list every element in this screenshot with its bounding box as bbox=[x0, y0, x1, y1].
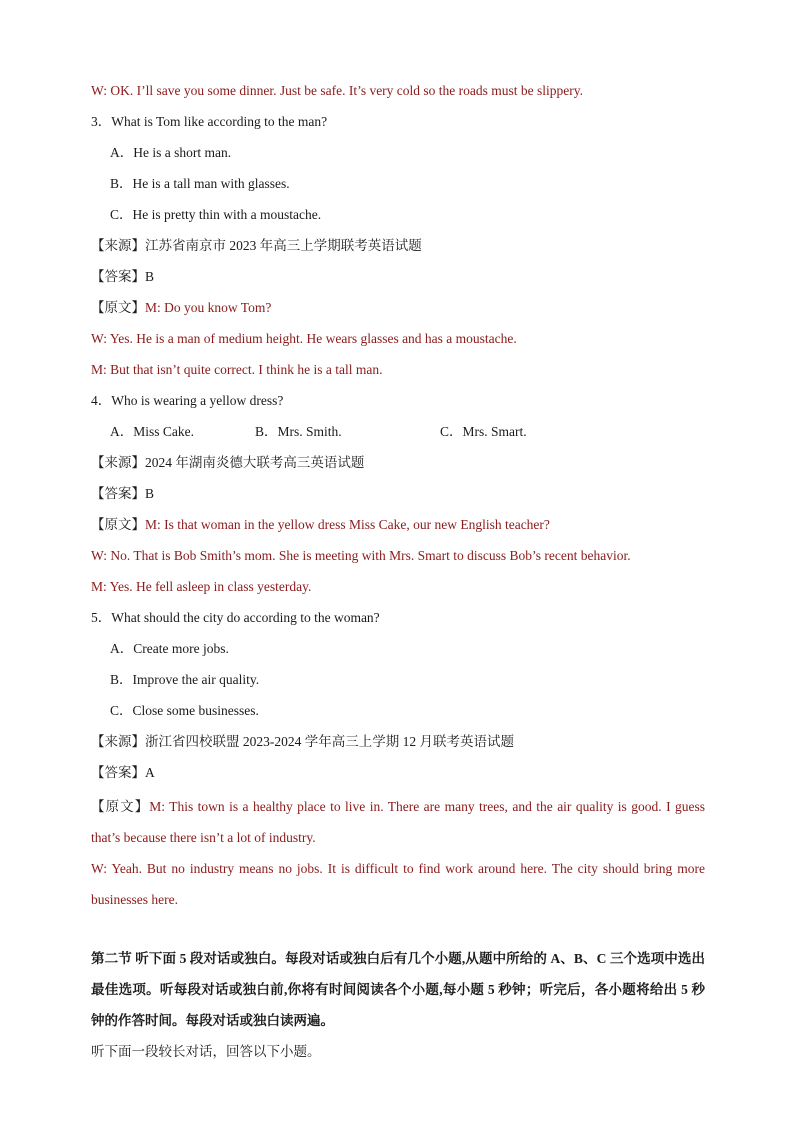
section-2-instructions: 第二节 听下面 5 段对话或独白。每段对话或独白后有几个小题,从题中所给的 A、B、C 三个选项中选出最佳选项。听每段对话或独白前,你将有时间阅读各个小题,每小题 5 秒钟；听完后，各小题将给出 5 秒钟的作答时间。每段对话或独白读两遍。 bbox=[91, 951, 705, 1028]
spacer bbox=[91, 915, 705, 943]
option-4b: B．Mrs. Smith. bbox=[255, 424, 342, 439]
source-tag: 【来源】 bbox=[91, 734, 145, 749]
answer-tag: 【答案】 bbox=[91, 765, 145, 780]
answer-5 bbox=[91, 760, 705, 791]
original-3 bbox=[91, 295, 705, 326]
question-5: 5．What should the city do according to the woman? bbox=[91, 610, 380, 625]
original-tag: 【原文】 bbox=[91, 799, 150, 814]
original-5 bbox=[91, 791, 705, 853]
source-text: 江苏省南京市 2023 年高三上学期联考英语试题 bbox=[145, 238, 422, 253]
answer-tag: 【答案】 bbox=[91, 486, 145, 501]
dialogue-line: W: No. That is Bob Smith’s mom. She is meeting with Mrs. Smart to discuss Bob’s recent behavior. bbox=[91, 548, 631, 563]
dialogue-line: W: Yeah. But no industry means no jobs. It is difficult to find work around here. The city should bring more businesses here. bbox=[91, 861, 705, 907]
option-5a: A．Create more jobs. bbox=[110, 641, 229, 656]
source-tag: 【来源】 bbox=[91, 455, 145, 470]
original-tag: 【原文】 bbox=[91, 300, 145, 315]
original-tag: 【原文】 bbox=[91, 517, 145, 532]
answer-4 bbox=[91, 481, 705, 512]
answer-value: A bbox=[145, 765, 155, 780]
source-4 bbox=[91, 450, 705, 481]
option-3c: C．He is pretty thin with a moustache. bbox=[110, 207, 322, 222]
option-3a: A．He is a short man. bbox=[110, 145, 232, 160]
option-5c: C．Close some businesses. bbox=[110, 703, 259, 718]
section-2-note: 听下面一段较长对话，回答以下小题。 bbox=[91, 1044, 321, 1059]
option-4c: C．Mrs. Smart. bbox=[440, 424, 527, 439]
original-text: M: Is that woman in the yellow dress Miss Cake, our new English teacher? bbox=[145, 517, 550, 532]
source-5 bbox=[91, 729, 705, 760]
source-text: 2024 年湖南炎德大联考高三英语试题 bbox=[145, 455, 365, 470]
question-4: 4．Who is wearing a yellow dress? bbox=[91, 393, 284, 408]
option-5b: B．Improve the air quality. bbox=[110, 672, 260, 687]
original-text: M: This town is a healthy place to live in. There are many trees, and the air quality is good. I guess that’s because there isn’t a lot of industry. bbox=[91, 799, 705, 845]
question-3: 3．What is Tom like according to the man? bbox=[91, 114, 328, 129]
source-text: 浙江省四校联盟 2023-2024 学年高三上学期 12 月联考英语试题 bbox=[145, 734, 514, 749]
dialogue-line: M: But that isn’t quite correct. I think he is a tall man. bbox=[91, 362, 383, 377]
answer-value: B bbox=[145, 269, 155, 284]
dialogue-line: M: Yes. He fell asleep in class yesterday. bbox=[91, 579, 312, 594]
answer-value: B bbox=[145, 486, 155, 501]
option-3b: B．He is a tall man with glasses. bbox=[110, 176, 290, 191]
answer-3 bbox=[91, 264, 705, 295]
original-text: M: Do you know Tom? bbox=[145, 300, 272, 315]
document-page bbox=[91, 78, 705, 1067]
dialogue-line: W: Yes. He is a man of medium height. He wears glasses and has a moustache. bbox=[91, 331, 517, 346]
option-4a: A．Miss Cake. bbox=[110, 424, 194, 439]
original-4 bbox=[91, 512, 705, 543]
source-tag: 【来源】 bbox=[91, 238, 145, 253]
options-4 bbox=[91, 419, 705, 450]
dialogue-line: W: OK. I’ll save you some dinner. Just be safe. It’s very cold so the roads must be slippery. bbox=[91, 83, 584, 98]
answer-tag: 【答案】 bbox=[91, 269, 145, 284]
source-3 bbox=[91, 233, 705, 264]
